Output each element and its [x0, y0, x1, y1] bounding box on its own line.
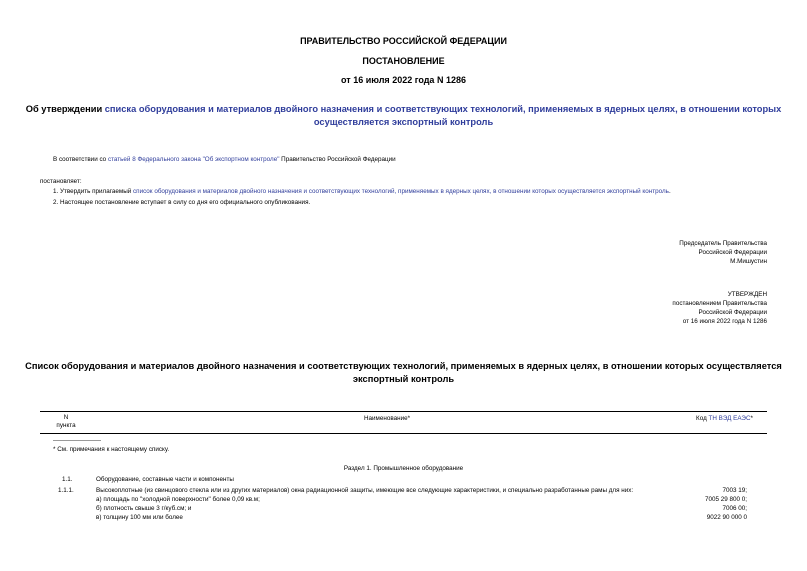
resolution-item-1 — [53, 187, 671, 196]
government-heading: ПРАВИТЕЛЬСТВО РОССИЙСКОЙ ФЕДЕРАЦИИ — [300, 36, 507, 46]
approved-by: постановлением Правительства — [672, 300, 767, 307]
column-header-number-line2: пункта — [56, 422, 76, 429]
approved-country: Российской Федерации — [698, 309, 767, 316]
signature-name: М.Мишустин — [730, 258, 767, 265]
list-title-line1: Список оборудования и материалов двойного назначения и соответствующих технологий, применяемых в ядерных целях, в отношении которых осуществляется — [25, 361, 782, 371]
approved-label: УТВЕРЖДЕН — [727, 291, 767, 298]
title-prefix: Об утверждении — [25, 104, 105, 114]
row-number: 1.1.1. — [58, 487, 74, 494]
row-text: Оборудование, составные части и компоненты — [96, 476, 234, 483]
column-header-number — [40, 414, 92, 430]
column-header-name: Наименование* — [363, 415, 411, 422]
title-link[interactable]: списка оборудования и материалов двойного назначения и соответствующих технологий, применяемых в ядерных целях, в отношении которых — [104, 104, 782, 114]
signature-position: Председатель Правительства — [679, 240, 767, 247]
resolution-item-2: 2. Настоящее постановление вступает в силу со дня его официального опубликования. — [53, 199, 311, 206]
list-title — [0, 360, 807, 386]
document-type: ПОСТАНОВЛЕНИЕ — [362, 56, 445, 66]
preamble-suffix: Правительство Российской Федерации — [279, 156, 396, 163]
row-detail-a: а) площадь по "холодной поверхности" более 0,09 кв.м; — [96, 496, 260, 503]
code-value: 7003 19; — [722, 487, 747, 494]
preamble-prefix: В соответствии со — [53, 156, 108, 163]
code-value: 7005 29 800 0; — [704, 496, 747, 503]
signature-country: Российской Федерации — [698, 249, 767, 256]
approved-block — [672, 290, 767, 326]
column-header-code — [682, 414, 767, 423]
document-date: от 16 июля 2022 года N 1286 — [341, 75, 466, 85]
table-header-rule — [40, 433, 767, 434]
code-value: 7006 00; — [722, 505, 747, 512]
code-prefix: Код — [696, 415, 709, 422]
row-text — [96, 486, 633, 522]
law-link[interactable]: статьей 8 Федерального закона "Об экспортном контроле" — [107, 156, 280, 163]
row-detail-b: б) плотность свыше 3 г/куб.см; и — [96, 505, 192, 512]
signature-block — [679, 239, 767, 266]
tnved-link[interactable]: ТН ВЭД ЕАЭС — [708, 415, 751, 422]
document-title — [0, 103, 807, 129]
item1-suffix: . — [668, 188, 671, 195]
row-detail-c: в) толщину 100 мм или более — [96, 514, 183, 521]
list-link[interactable]: список оборудования и материалов двойного назначения и соответствующих технологий, применяемых в ядерных целях, в отношении которых осуществляется экспортный контроль — [133, 188, 669, 195]
resolves-label: постановляет: — [40, 178, 82, 185]
section-heading: Раздел 1. Промышленное оборудование — [343, 465, 464, 472]
title-link-continued[interactable]: осуществляется экспортный контроль — [313, 117, 494, 127]
row-codes — [705, 486, 747, 522]
row-number: 1.1. — [62, 476, 73, 483]
column-header-number-line1: N — [63, 414, 69, 421]
footnote-rule — [53, 440, 101, 441]
code-value: 9022 90 000 0 — [706, 514, 747, 521]
preamble — [53, 155, 396, 164]
row-description: Высокоплотные (из свинцового стекла или из других материалов) окна радиационной защиты, имеющие все следующие характеристики, и специально разработанные рамы для них: — [96, 487, 634, 494]
item1-prefix: 1. Утвердить прилагаемый — [53, 188, 134, 195]
code-suffix: * — [750, 415, 753, 422]
approved-date: от 16 июля 2022 года N 1286 — [682, 318, 767, 325]
table-top-rule — [40, 411, 767, 412]
list-title-line2: экспортный контроль — [352, 374, 455, 384]
footnote: * См. примечания к настоящему списку. — [53, 446, 170, 453]
